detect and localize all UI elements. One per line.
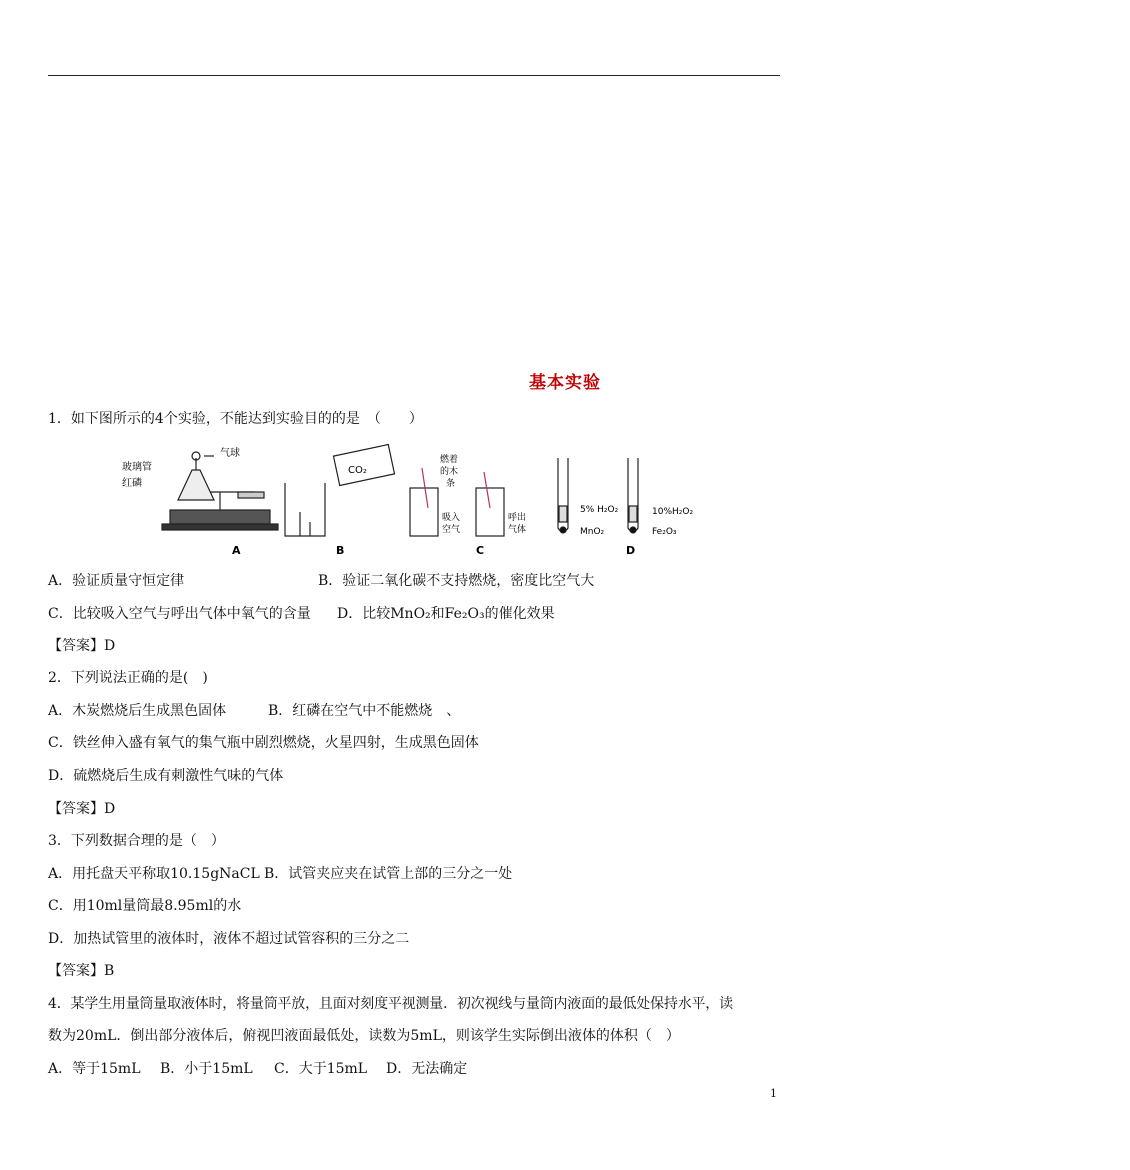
q1-option-d: D．比较MnO₂和Fe₂O₃的催化效果: [337, 606, 555, 622]
fe2o3-label: Fe₂O₃: [652, 527, 677, 537]
q2-option-b: B．红磷在空气中不能燃烧 、: [268, 703, 461, 719]
q3-option-b: B．试管夹应夹在试管上部的三分之一处: [264, 866, 513, 882]
h2o2-5-label: 5% H₂O₂: [580, 505, 619, 515]
q3-answer: 【答案】B: [48, 963, 115, 979]
q4-option-a: A．等于15mL: [48, 1061, 141, 1077]
q1-option-a: A．验证质量守恒定律: [48, 573, 185, 589]
figure-d-label: D: [626, 544, 636, 557]
q4-stem-line-1: 4．某学生用量筒量取液体时，将量筒平放，且面对刻度平视测量．初次视线与量筒内液面的最低处保持水平，读: [48, 996, 733, 1012]
figure-a: [162, 452, 278, 530]
exhaled-label-2: 气体: [508, 525, 527, 535]
figure-b: [285, 445, 395, 536]
q4-option-c: C．大于15mL: [274, 1061, 368, 1077]
q3-stem: 3．下列数据合理的是（ ）: [48, 833, 225, 849]
figure-c-label: C: [476, 544, 485, 557]
q3-option-d: D．加热试管里的液体时，液体不超过试管容积的三分之二: [48, 931, 410, 947]
figure-d: [558, 458, 638, 533]
exhaled-label-1: 呼出: [508, 513, 527, 523]
q4-option-d: D．无法确定: [386, 1061, 468, 1077]
experiment-diagram: [122, 448, 720, 563]
header-rule: [48, 75, 780, 76]
glass-tube-label: 玻璃管: [122, 462, 152, 473]
q2-option-a: A．木炭燃烧后生成黑色固体: [48, 703, 227, 719]
page-number: 1: [770, 1087, 777, 1100]
h2o2-10-label: 10%H₂O₂: [652, 507, 694, 517]
mno2-label: MnO₂: [580, 527, 605, 537]
figure-b-label: B: [336, 544, 345, 557]
q4-stem-line-2: 数为20mL．倒出部分液体后，俯视凹液面最低处，读数为5mL，则该学生实际倒出液体的体积（ ）: [48, 1028, 680, 1044]
q1-option-c: C．比较吸入空气与呼出气体中氧气的含量: [48, 606, 311, 622]
q1-figure: [122, 448, 720, 563]
q2-option-c: C．铁丝伸入盛有氧气的集气瓶中剧烈燃烧，火星四射，生成黑色固体: [48, 735, 479, 751]
q1-answer: 【答案】D: [48, 638, 116, 654]
red-p-label: 红磷: [122, 478, 142, 489]
q1-option-b: B．验证二氧化碳不支持燃烧，密度比空气大: [318, 573, 595, 589]
q2-answer: 【答案】D: [48, 801, 116, 817]
inhaled-label-2: 空气: [442, 525, 461, 535]
q3-option-a: A．用托盘天平称取10.15gNaCL: [48, 866, 260, 882]
q1-stem: 1．如下图所示的4个实验，不能达到实验目的的是 （ ）: [48, 411, 423, 427]
burning-stick-label-1: 燃着: [440, 455, 459, 465]
burning-stick-label-3: 条: [446, 479, 456, 489]
q2-stem: 2．下列说法正确的是( ): [48, 670, 208, 686]
figure-a-label: A: [232, 544, 241, 557]
page-title: 基本实验: [529, 373, 601, 393]
inhaled-label-1: 吸入: [442, 513, 461, 523]
q3-option-c: C．用10ml量筒最8.95ml的水: [48, 898, 242, 914]
q2-option-d: D．硫燃烧后生成有刺激性气味的气体: [48, 768, 284, 784]
burning-stick-label-2: 的木: [440, 467, 459, 477]
q4-option-b: B．小于15mL: [160, 1061, 253, 1077]
balloon-label: 气球: [220, 448, 240, 459]
co2-label: CO₂: [348, 465, 367, 476]
